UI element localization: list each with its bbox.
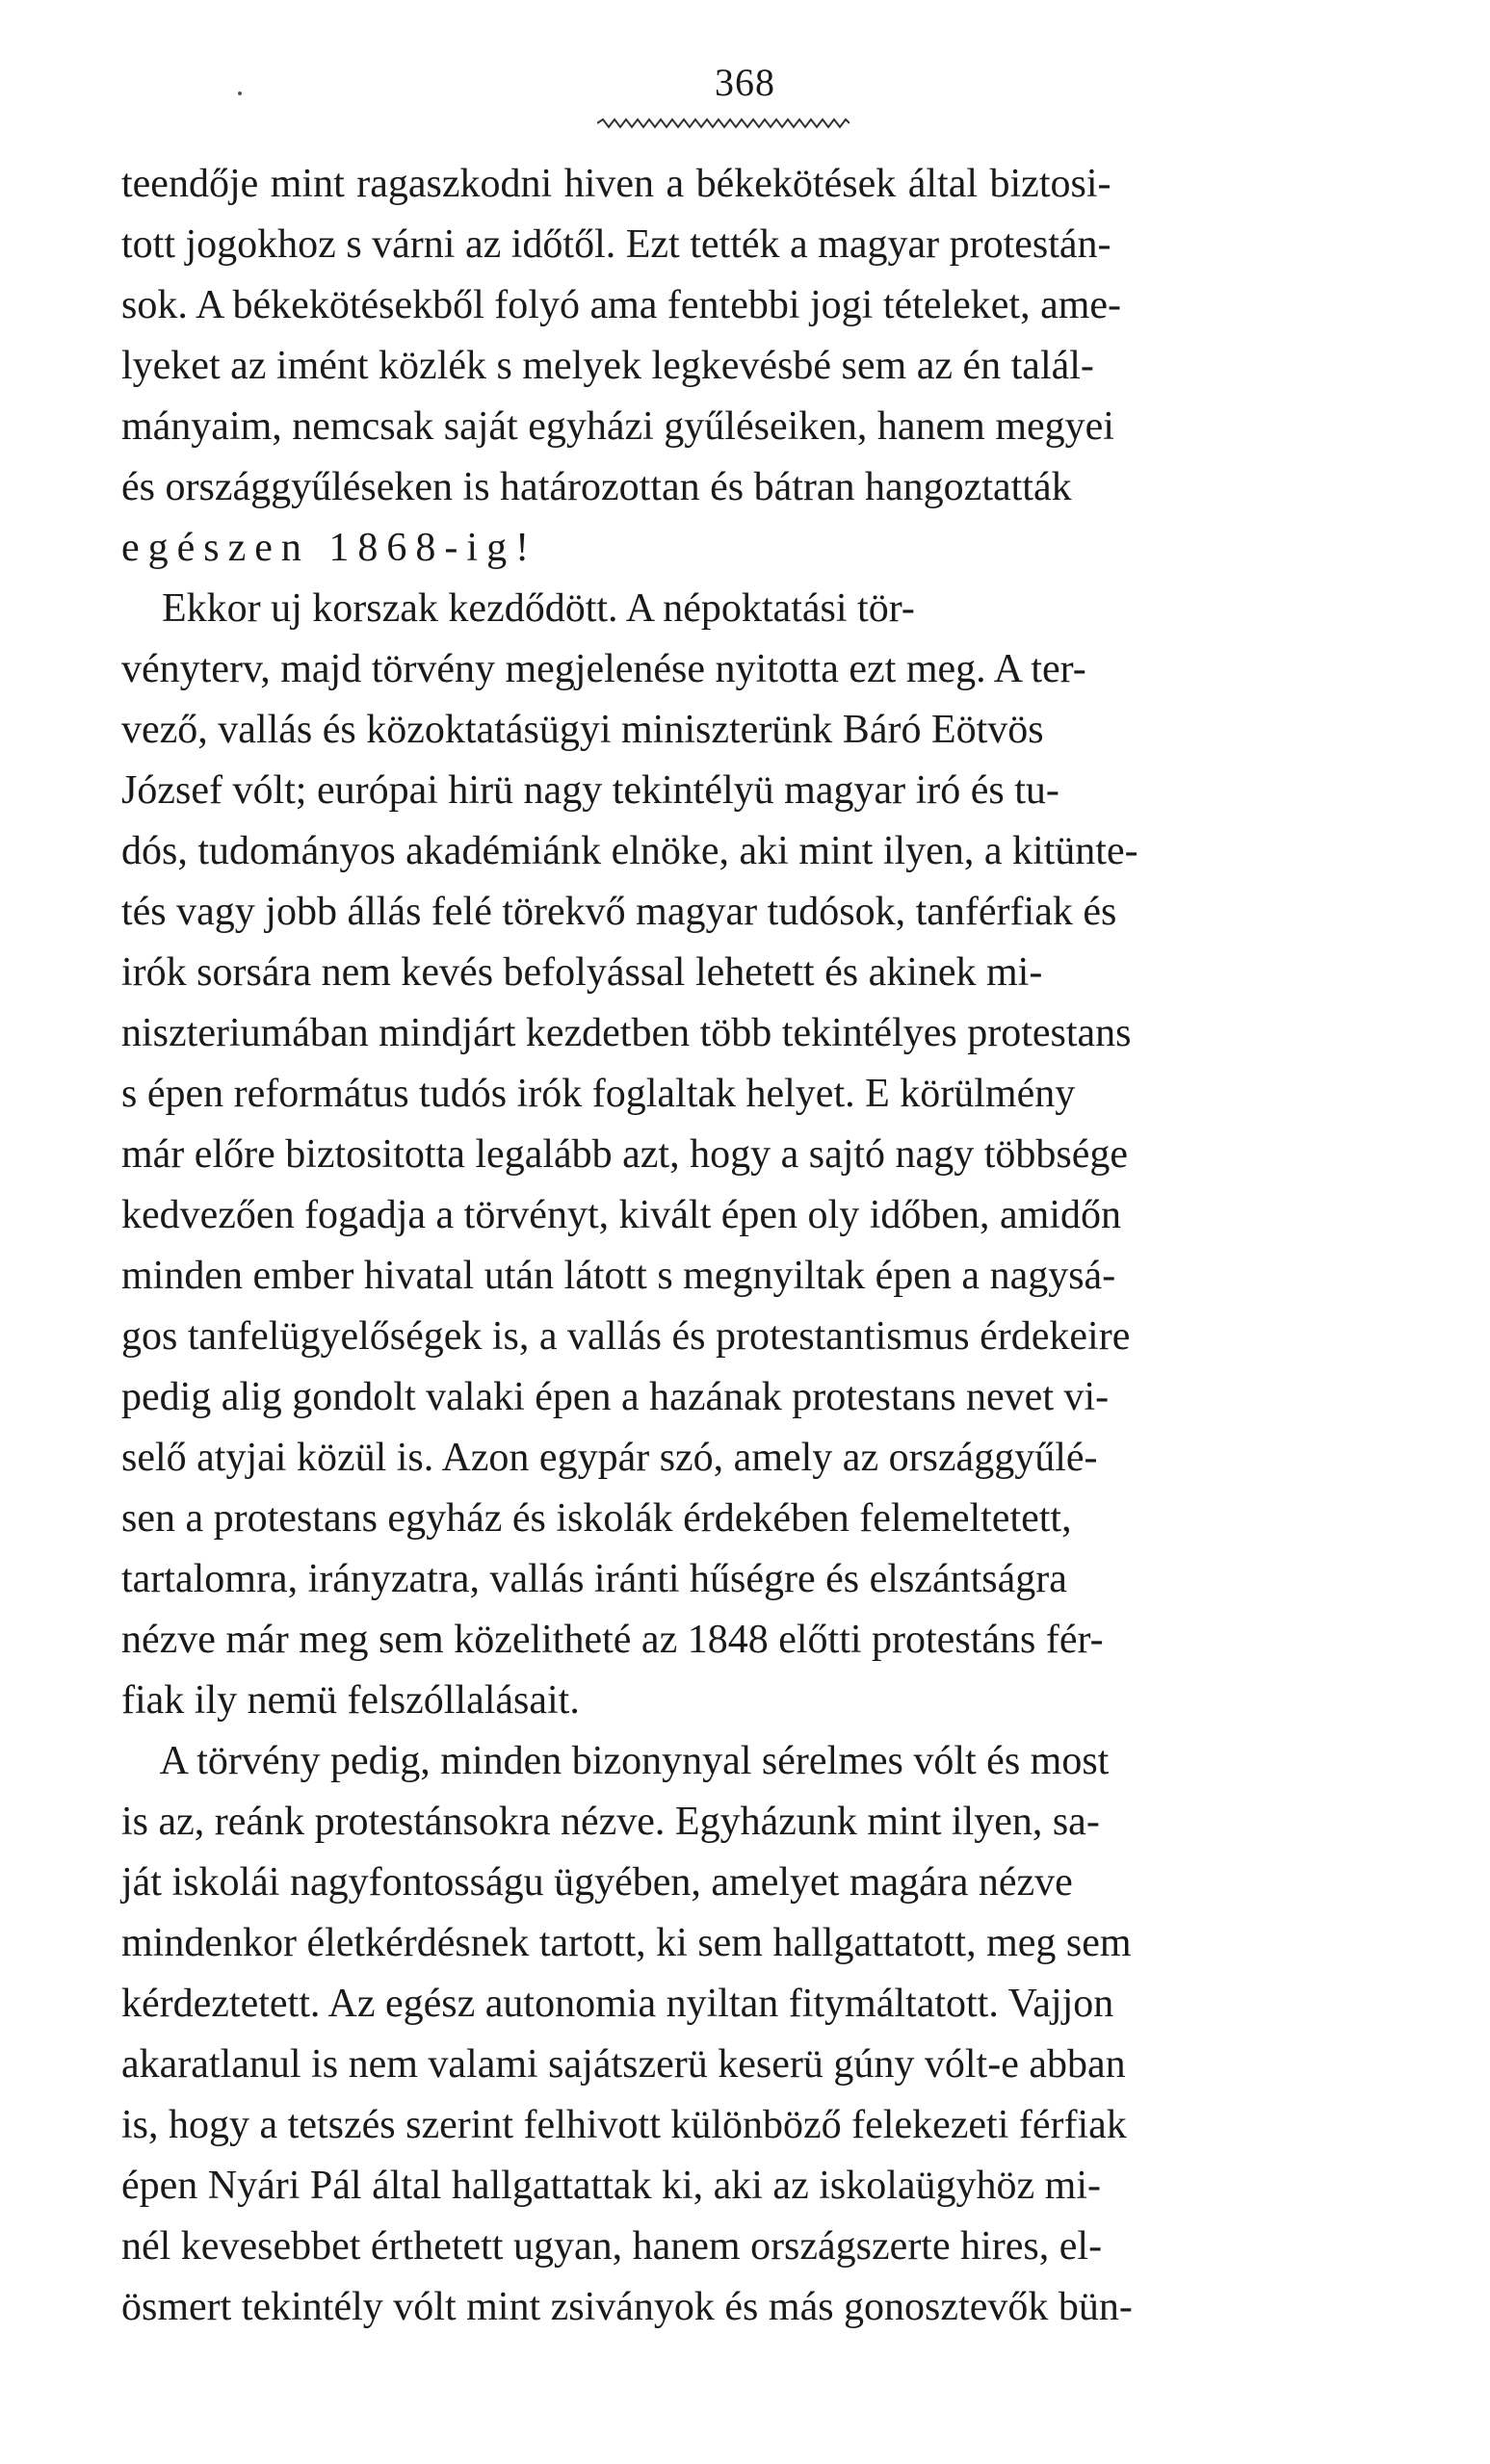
- text-line: kedvezően fogadja a törvényt, kivált épen oly időben, amidőn: [121, 1193, 1122, 1237]
- page-number: 368: [715, 61, 775, 104]
- text-line: irók sorsára nem kevés befolyással lehetett és akinek mi-: [121, 950, 1043, 995]
- text-line: ösmert tekintély vólt mint zsiványok és más gonosztevők bün-: [121, 2285, 1133, 2329]
- text-line: s épen református tudós irók foglaltak helyet. E körülmény: [121, 1072, 1076, 1116]
- text-line: tés vagy jobb állás felé törekvő magyar tudósok, tanférfiak és: [121, 890, 1117, 934]
- text-line: lyeket az imént közlék s melyek legkevésbé sem az én talál-: [121, 344, 1094, 388]
- text-line: kérdeztetett. Az egész autonomia nyiltan fitymáltatott. Vajjon: [121, 1982, 1114, 2026]
- body-text: [121, 154, 1370, 2338]
- text-line: is az, reánk protestánsokra nézve. Egyházunk mint ilyen, sa-: [121, 1800, 1100, 1844]
- text-line: selő atyjai közül is. Azon egypár szó, amely az országgyűlé-: [121, 1436, 1098, 1480]
- text-line: fiak ily nemü felszóllalásait.: [121, 1678, 580, 1723]
- text-line: vező, vallás és közoktatásügyi miniszterünk Báró Eötvös: [121, 708, 1044, 752]
- text-line: egészen 1868-ig!: [121, 526, 538, 570]
- text-line: és országgyűléseken is határozottan és bátran hangoztatták: [121, 465, 1072, 509]
- text-line: niszteriumában mindjárt kezdetben több tekintélyes protestans: [121, 1011, 1132, 1055]
- text-line: József vólt; európai hirü nagy tekintélyü magyar iró és tu-: [121, 768, 1059, 813]
- text-line: teendője mint ragaszkodni hiven a békekötések által biztosi-: [121, 162, 1111, 206]
- text-line: épen Nyári Pál által hallgattattak ki, aki az iskolaügyhöz mi-: [121, 2164, 1102, 2208]
- text-line: dós, tudományos akadémiánk elnöke, aki mint ilyen, a kitünte-: [121, 829, 1138, 873]
- text-line: gos tanfelügyelőségek is, a vallás és protestantismus érdekeire: [121, 1314, 1131, 1359]
- text-line: nézve már meg sem közelitheté az 1848 előtti protestáns fér-: [121, 1618, 1104, 1662]
- text-line: pedig alig gondolt valaki épen a hazának protestans nevet vi-: [121, 1375, 1110, 1419]
- text-line: tartalomra, irányzatra, vallás iránti hűségre és elszántságra: [121, 1557, 1067, 1601]
- text-line: tott jogokhoz s várni az időtől. Ezt tették a magyar protestán-: [121, 222, 1111, 267]
- text-line: mányaim, nemcsak saját egyházi gyűléseiken, hanem megyei: [121, 404, 1114, 449]
- text-line: minden ember hivatal után látott s megnyiltak épen a nagysá-: [121, 1254, 1116, 1298]
- page-number-ornament-rule: [597, 117, 850, 129]
- text-line: akaratlanul is nem valami sajátszerü keserü gúny vólt-e abban: [121, 2042, 1126, 2087]
- text-line: mindenkor életkérdésnek tartott, ki sem hallgattatott, meg sem: [121, 1921, 1132, 1965]
- text-line: is, hogy a tetszés szerint felhivott különböző felekezeti férfiak: [121, 2103, 1127, 2147]
- text-line: ját iskolái nagyfontosságu ügyében, amelyet magára nézve: [121, 1860, 1073, 1905]
- text-line: sok. A békekötésekből folyó ama fentebbi jogi tételeket, ame-: [121, 283, 1122, 327]
- text-line: A törvény pedig, minden bizonynyal sérelmes vólt és most: [121, 1739, 1110, 1783]
- text-line: vényterv, majd törvény megjelenése nyitotta ezt meg. A ter-: [121, 647, 1086, 691]
- text-line: sen a protestans egyház és iskolák érdekében felemeltetett,: [121, 1496, 1072, 1541]
- text-line: Ekkor uj korszak kezdődött. A népoktatási tör-: [121, 586, 915, 631]
- text-line: már előre biztositotta legalább azt, hogy a sajtó nagy többsége: [121, 1132, 1128, 1177]
- text-line: nél kevesebbet érthetett ugyan, hanem országszerte hires, el-: [121, 2224, 1103, 2269]
